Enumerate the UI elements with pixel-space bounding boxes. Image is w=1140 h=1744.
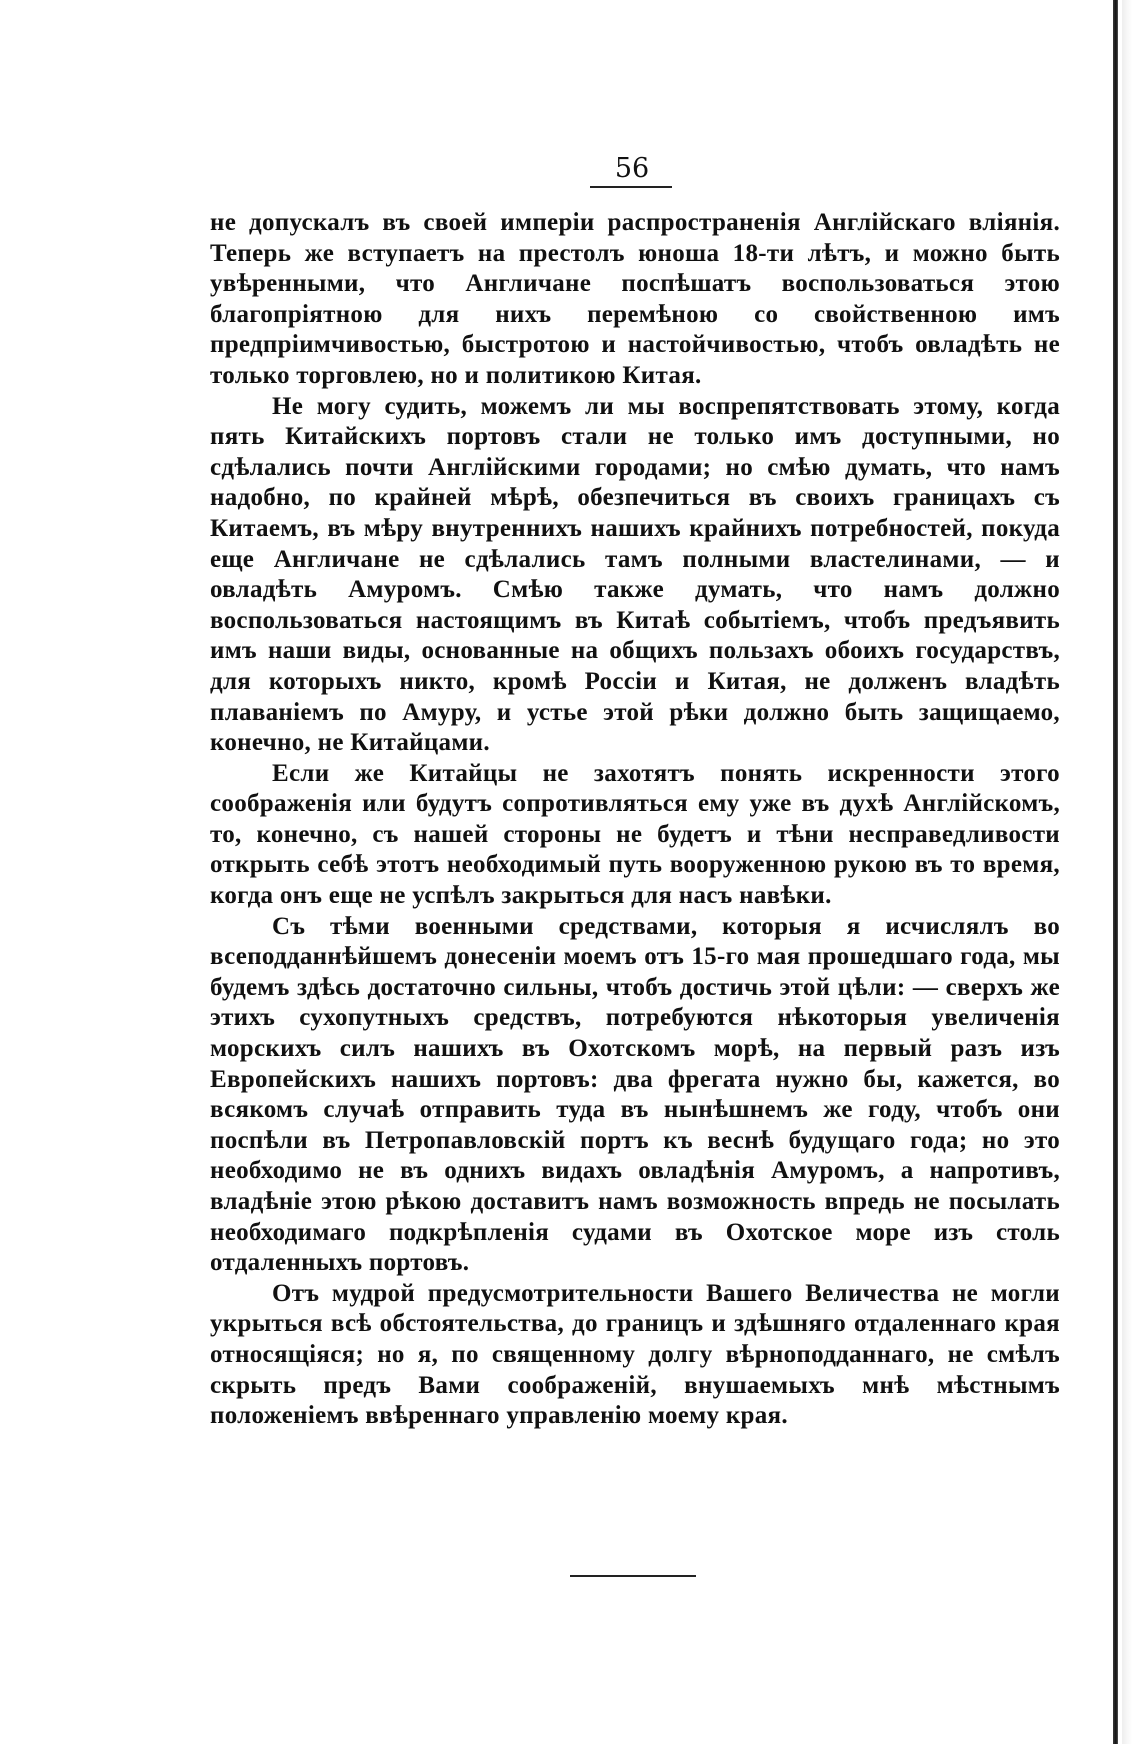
paragraph-5: Отъ мудрой предусмотрительности Вашего Величества не могли укрыться всѣ обстоятельства, до границъ и здѣшняго отдаленнаго края относящіяся; но я, по священному долгу вѣрноподданнаго, не смѣлъ скрыть предъ Вами соображеній, внушаемыхъ мнѣ мѣстнымъ положеніемъ ввѣреннаго управленію моему края.: [210, 1279, 1060, 1430]
paragraph-1: не допускалъ въ своей имперіи распространенія Англійскаго вліянія. Теперь же вступаетъ на престолъ юноша 18-ти лѣтъ, и можно быть увѣренными, что Англичане поспѣшатъ воспользоваться этою благопріятною для нихъ перемѣною со свойственною имъ предпріимчивостью, быстротою и настойчивостью, чтобъ овладѣть не только торговлею, но и политикою Китая.: [210, 209, 1060, 389]
paragraph-2: Не могу судить, можемъ ли мы воспрепятствовать этому, когда пять Китайскихъ портовъ стали не только имъ доступными, но сдѣлались почти Англійскими городами; но смѣю думать, что намъ надобно, по крайней мѣрѣ, обезпечиться въ своихъ границахъ съ Китаемъ, въ мѣру внутреннихъ нашихъ крайнихъ потребностей, покуда еще Англичане не сдѣлались тамъ полными властелинами, — и овладѣть Амуромъ. Смѣю также думать, что намъ должно воспользоваться настоящимъ въ Китаѣ событіемъ, чтобъ предъявить имъ наши виды, основанные на общихъ пользахъ обоихъ государствъ, для которыхъ никто, кромѣ Россіи и Китая, не долженъ владѣть плаваніемъ по Амуру, и устье этой рѣки должно быть защищаемо, конечно, не Китайцами.: [210, 392, 1060, 757]
binding-edge: [1113, 0, 1118, 1744]
binding-shadow: [1122, 0, 1132, 1744]
body-text: [210, 208, 1060, 1432]
closing-rule: [570, 1575, 696, 1577]
paragraph-3: Если же Китайцы не захотятъ понять искренности этого соображенія или будутъ сопротивляться ему уже въ духѣ Англійскомъ, то, конечно, съ нашей стороны не будетъ и тѣни несправедливости открыть себѣ этотъ необходимый путь вооруженною рукою въ то время, когда онъ еще не успѣлъ закрыться для насъ навѣки.: [210, 759, 1060, 910]
page-number-rule: [590, 186, 672, 188]
page-number: 56: [614, 153, 650, 184]
paragraph-4: Съ тѣми военными средствами, которыя я исчислялъ во всеподданнѣйшемъ донесеніи моемъ отъ 15-го мая прошедшаго года, мы будемъ здѣсь достаточно сильны, чтобъ достичь этой цѣли: — сверхъ же этихъ сухопутныхъ средствъ, потребуются нѣкоторыя увеличенія морскихъ силъ нашихъ въ Охотскомъ морѣ, на первый разъ изъ Европейскихъ нашихъ портовъ: два фрегата нужно бы, кажется, во всякомъ случаѣ отправить туда въ нынѣшнемъ же году, чтобъ они поспѣли въ Петропавловскій портъ къ веснѣ будущаго года; но это необходимо не въ однихъ видахъ овладѣнія Амуромъ, а напротивъ, владѣніе этою рѣкою доставитъ намъ возможность впредь не посылать необходимаго подкрѣпленія судами въ Охотское море изъ столь отдаленныхъ портовъ.: [210, 912, 1060, 1277]
